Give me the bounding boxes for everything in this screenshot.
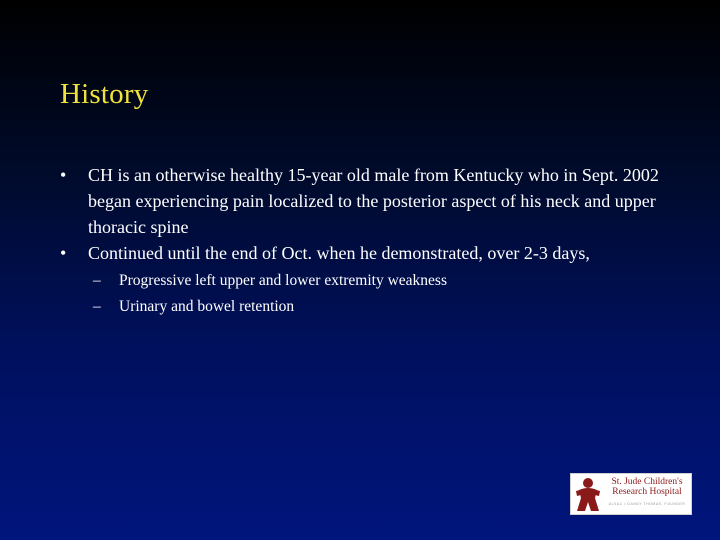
bullet-marker: • [60,243,67,263]
logo-wordmark [605,477,689,497]
bullet-item [60,162,680,240]
sub-bullet-marker: – [93,272,101,289]
logo-line-2: Research Hospital [612,487,682,497]
sub-bullet-item [93,294,680,320]
st-jude-logo [570,473,692,515]
sub-bullet-text: Progressive left upper and lower extremity weakness [119,272,447,289]
sub-bullet-item [93,268,680,294]
bullet-text: Continued until the end of Oct. when he demonstrated, over 2-3 days, [88,243,590,263]
bullet-item [60,240,680,266]
logo-line-1: St. Jude Children's [611,477,683,487]
sub-bullet-text: Urinary and bowel retention [119,298,295,315]
bullet-marker: • [60,165,67,185]
sub-bullet-marker: – [93,298,101,315]
sub-bullet-list [93,268,680,320]
logo-tagline: ALSAC • DANNY THOMAS, FOUNDER [608,502,686,506]
bullet-text: CH is an otherwise healthy 15-year old male from Kentucky who in Sept. 2002 began experiencing pain localized to the posterior aspect of his neck and upper thoracic spine [88,165,659,237]
slide-title: History [60,78,149,110]
st-jude-child-silhouette-icon [571,474,605,514]
bullet-list [60,162,680,320]
